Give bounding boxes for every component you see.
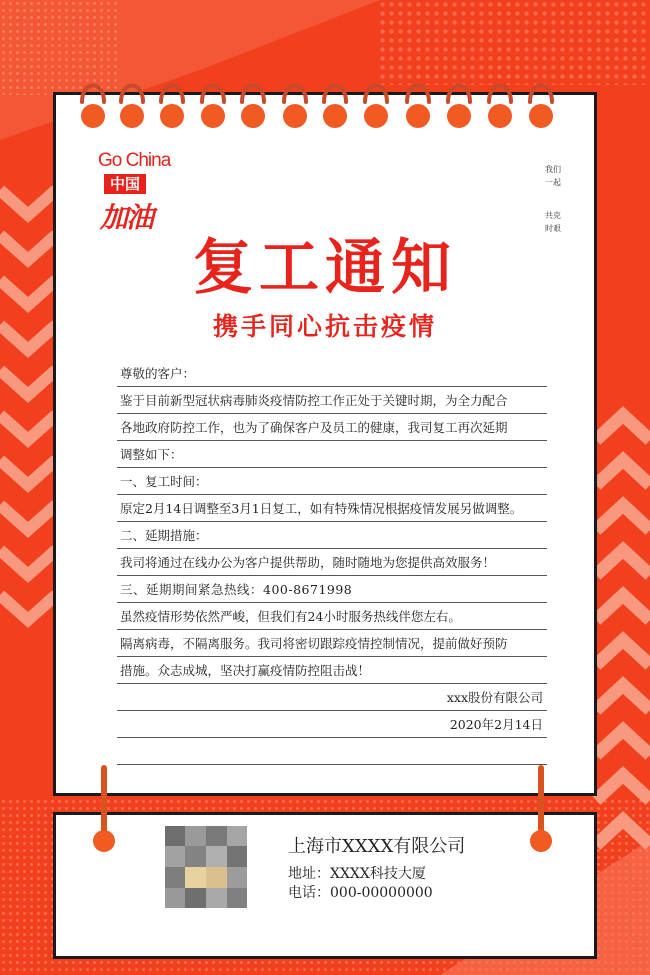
qr-code-image <box>165 826 247 908</box>
spiral-ring <box>403 76 433 130</box>
letter-closing-line: 隔离病毒，不隔离服务。我司将密切跟踪疫情控制情况，提前做好预防 <box>117 630 547 657</box>
side-note-top <box>540 163 566 189</box>
logo-brush-text: 加油 <box>100 201 153 234</box>
side-note-line: 我们 <box>545 165 561 174</box>
letter-line: 二、延期措施： <box>117 522 547 549</box>
side-note-line: 时艰 <box>545 224 561 233</box>
spiral-ring <box>157 76 187 130</box>
notice-letter <box>117 360 547 765</box>
footer-phone: 电话：000-00000000 <box>288 885 433 901</box>
spiral-ring <box>320 76 350 130</box>
letter-greeting: 尊敬的客户： <box>117 360 547 387</box>
footer-company-name: 上海市XXXX有限公司 <box>288 836 466 857</box>
spiral-ring <box>485 76 515 130</box>
logo-chinese-badge: 中国 <box>104 174 146 194</box>
letter-closing-line: 虽然疫情形势依然严峻，但我们有24小时服务热线伴您左右。 <box>117 603 547 630</box>
spiral-ring <box>280 76 310 130</box>
clip-ball-right <box>530 830 552 852</box>
clip-peg-right <box>538 765 544 837</box>
spiral-ring <box>198 76 228 130</box>
letter-line: 各地政府防控工作，也为了确保客户及员工的健康，我司复工再次延期 <box>117 414 547 441</box>
spiral-ring <box>526 76 556 130</box>
side-note-line: 一起 <box>545 178 561 187</box>
letter-line: 我司将通过在线办公为客户提供帮助，随时随地为您提供高效服务！ <box>117 549 547 576</box>
letter-blank-line <box>117 738 547 765</box>
spiral-ring <box>361 76 391 130</box>
letter-closing-line: 措施。众志成城，坚决打赢疫情防控阻击战！ <box>117 657 547 684</box>
clip-peg-left <box>101 765 107 837</box>
letter-line: 鉴于目前新型冠状病毒肺炎疫情防控工作正处于关键时期，为全力配合 <box>117 387 547 414</box>
letter-line: 一、复工时间： <box>117 468 547 495</box>
hotline-line: 三、延期期间紧急热线：400-8671998 <box>117 576 547 603</box>
side-note-line: 共克 <box>545 211 561 220</box>
spiral-ring <box>78 76 108 130</box>
spiral-ring <box>117 76 147 130</box>
spiral-ring <box>444 76 474 130</box>
footer-address: 地址：XXXX科技大厦 <box>288 866 426 882</box>
page-title: 复工通知 <box>193 233 457 303</box>
go-china-logo <box>98 150 178 236</box>
letter-signature: xxx股份有限公司 <box>117 684 547 711</box>
logo-english-text: Go China <box>98 150 171 171</box>
page-subtitle: 携手同心抗击疫情 <box>212 312 437 341</box>
letter-date: 2020年2月14日 <box>117 711 547 738</box>
letter-line: 原定2月14日调整至3月1日复工，如有特殊情况根据疫情发展另做调整。 <box>117 495 547 522</box>
clip-ball-left <box>93 830 115 852</box>
spiral-ring <box>238 76 268 130</box>
letter-line: 调整如下： <box>117 441 547 468</box>
